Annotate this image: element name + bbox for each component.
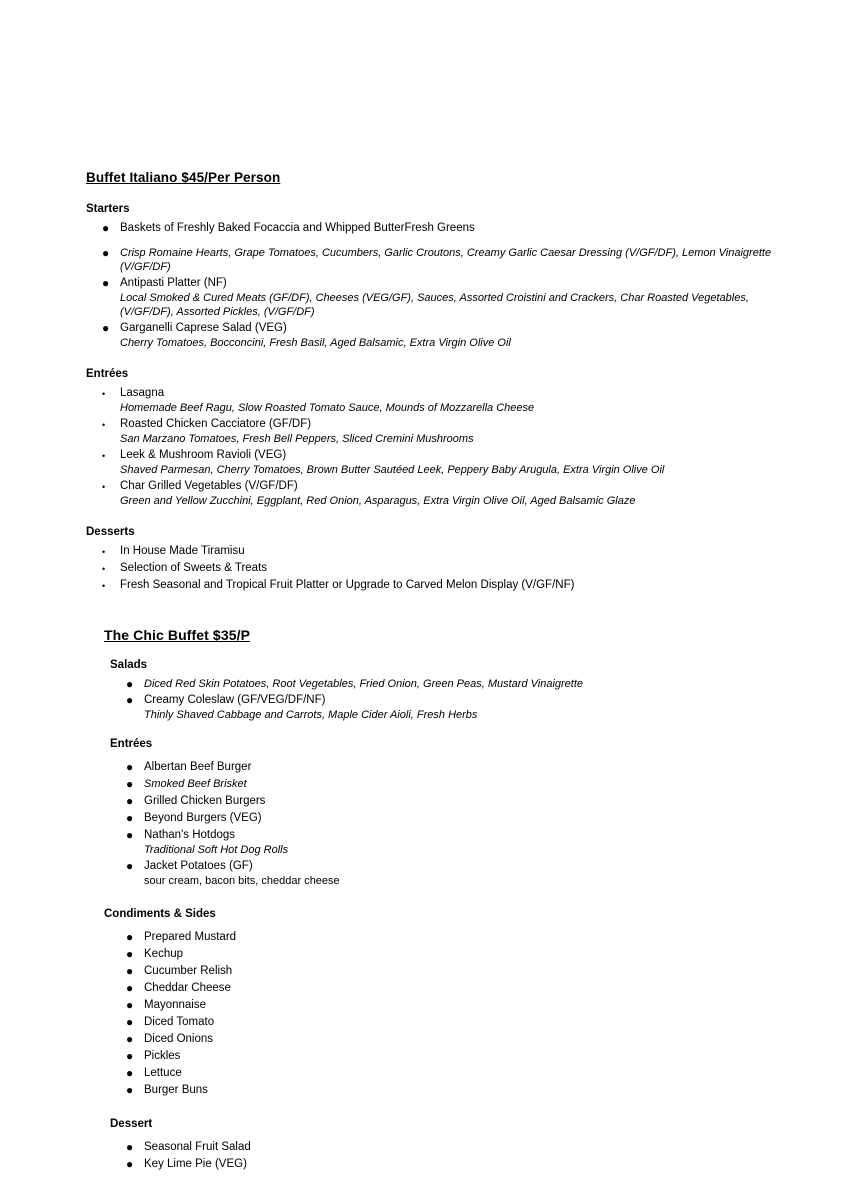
item-name: Key Lime Pie (VEG) bbox=[144, 1158, 247, 1170]
item-name: Roasted Chicken Cacciatore (GF/DF) bbox=[120, 418, 312, 430]
list-item bbox=[86, 221, 778, 236]
bullet-icon: • bbox=[102, 419, 106, 430]
list-item bbox=[110, 693, 778, 722]
item-name: Cucumber Relish bbox=[144, 965, 233, 977]
list-item bbox=[110, 859, 778, 888]
item-name: Albertan Beef Burger bbox=[144, 761, 252, 773]
bullet-icon: ● bbox=[126, 859, 134, 873]
condiments-list bbox=[104, 930, 778, 1098]
item-name: Burger Buns bbox=[144, 1084, 208, 1096]
section-heading-desserts: Desserts bbox=[86, 526, 135, 538]
bullet-icon: ● bbox=[102, 221, 110, 235]
bullet-icon: ● bbox=[126, 947, 134, 961]
item-name: Baskets of Freshly Baked Focaccia and Whipped ButterFresh Greens bbox=[120, 222, 475, 234]
section-heading-entrees-2: Entrées bbox=[110, 738, 153, 750]
item-name: Cheddar Cheese bbox=[144, 982, 231, 994]
item-description: Diced Red Skin Potatoes, Root Vegetables, Fried Onion, Green Peas, Mustard Vinaigrette bbox=[144, 678, 584, 690]
list-item bbox=[86, 544, 778, 559]
list-item bbox=[110, 1157, 778, 1172]
list-item bbox=[86, 276, 778, 319]
bullet-icon: ● bbox=[126, 1157, 134, 1171]
list-item bbox=[110, 998, 778, 1013]
item-name: Garganelli Caprese Salad (VEG) bbox=[120, 322, 287, 334]
page-title-secondary: The Chic Buffet $35/P bbox=[104, 627, 251, 643]
list-item bbox=[110, 1140, 778, 1155]
bullet-icon: ● bbox=[126, 1032, 134, 1046]
list-item bbox=[110, 777, 778, 792]
menu-buffet-italiano bbox=[86, 170, 778, 593]
item-name: In House Made Tiramisu bbox=[120, 545, 245, 557]
bullet-icon: • bbox=[102, 580, 106, 591]
section-heading-entrees: Entrées bbox=[86, 368, 129, 380]
item-description: Homemade Beef Ragu, Slow Roasted Tomato Sauce, Mounds of Mozzarella Cheese bbox=[120, 402, 535, 414]
section-heading-condiments: Condiments & Sides bbox=[104, 908, 216, 920]
entrees-list bbox=[86, 386, 778, 508]
item-description: Shaved Parmesan, Cherry Tomatoes, Brown Butter Sautéed Leek, Peppery Baby Arugula, Extra Virgin Olive Oil bbox=[120, 464, 665, 476]
item-name: Mayonnaise bbox=[144, 999, 207, 1011]
list-item bbox=[110, 828, 778, 857]
list-item bbox=[110, 930, 778, 945]
section-heading-dessert-2: Dessert bbox=[110, 1118, 153, 1130]
item-description: San Marzano Tomatoes, Fresh Bell Peppers, Sliced Cremini Mushrooms bbox=[120, 433, 474, 445]
list-item bbox=[86, 561, 778, 576]
starters-list bbox=[86, 221, 778, 350]
list-item bbox=[110, 811, 778, 826]
section-heading-salads: Salads bbox=[110, 659, 148, 671]
list-item bbox=[86, 479, 778, 508]
bullet-icon: ● bbox=[126, 1140, 134, 1154]
list-item bbox=[110, 981, 778, 996]
list-item bbox=[86, 448, 778, 477]
bullet-icon: ● bbox=[126, 811, 134, 825]
section-heading-starters: Starters bbox=[86, 203, 130, 215]
list-item bbox=[86, 246, 778, 274]
item-name: Char Grilled Vegetables (V/GF/DF) bbox=[120, 480, 298, 492]
list-item bbox=[110, 760, 778, 775]
item-name: Antipasti Platter (NF) bbox=[120, 277, 227, 289]
item-description: Crisp Romaine Hearts, Grape Tomatoes, Cucumbers, Garlic Croutons, Creamy Garlic Caesar Dressing (V/GF/DF), Lemon Vinaigrette (V/GF/DF) bbox=[120, 247, 772, 273]
bullet-icon: ● bbox=[126, 1049, 134, 1063]
page-title: Buffet Italiano $45/Per Person bbox=[86, 170, 281, 185]
bullet-icon: ● bbox=[102, 276, 110, 290]
item-description: Thinly Shaved Cabbage and Carrots, Maple Cider Aioli, Fresh Herbs bbox=[144, 709, 478, 721]
list-item bbox=[86, 417, 778, 446]
list-item bbox=[110, 1015, 778, 1030]
list-item bbox=[110, 964, 778, 979]
list-item bbox=[110, 1066, 778, 1081]
bullet-icon: ● bbox=[126, 794, 134, 808]
list-item bbox=[110, 1049, 778, 1064]
list-item bbox=[110, 677, 778, 691]
item-name: Grilled Chicken Burgers bbox=[144, 795, 266, 807]
bullet-icon: ● bbox=[126, 1066, 134, 1080]
list-item bbox=[86, 578, 778, 593]
item-description: sour cream, bacon bits, cheddar cheese bbox=[144, 875, 340, 887]
dessert-list-2 bbox=[110, 1140, 778, 1172]
bullet-icon: • bbox=[102, 388, 106, 399]
list-item bbox=[86, 321, 778, 350]
list-item bbox=[110, 794, 778, 809]
bullet-icon: • bbox=[102, 481, 106, 492]
bullet-icon: • bbox=[102, 563, 106, 574]
item-name: Kechup bbox=[144, 948, 184, 960]
item-name: Pickles bbox=[144, 1050, 181, 1062]
bullet-icon: ● bbox=[126, 1015, 134, 1029]
bullet-icon: • bbox=[102, 450, 106, 461]
item-name: Diced Onions bbox=[144, 1033, 214, 1045]
item-name: Seasonal Fruit Salad bbox=[144, 1141, 251, 1153]
bullet-icon: • bbox=[102, 546, 106, 557]
bullet-icon: ● bbox=[102, 321, 110, 335]
item-name: Leek & Mushroom Ravioli (VEG) bbox=[120, 449, 287, 461]
list-item bbox=[110, 947, 778, 962]
entrees-list-2 bbox=[110, 760, 778, 888]
bullet-icon: ● bbox=[126, 981, 134, 995]
desserts-list bbox=[86, 544, 778, 593]
bullet-icon: ● bbox=[126, 998, 134, 1012]
list-item bbox=[86, 386, 778, 415]
item-description: Green and Yellow Zucchini, Eggplant, Red Onion, Asparagus, Extra Virgin Olive Oil, Aged Balsamic Glaze bbox=[120, 495, 636, 507]
bullet-icon: ● bbox=[126, 1083, 134, 1097]
bullet-icon: ● bbox=[126, 777, 134, 791]
bullet-icon: ● bbox=[126, 693, 134, 707]
item-name: Jacket Potatoes (GF) bbox=[144, 860, 253, 872]
item-name: Lasagna bbox=[120, 387, 165, 399]
item-name: Diced Tomato bbox=[144, 1016, 215, 1028]
item-name: Fresh Seasonal and Tropical Fruit Platter or Upgrade to Carved Melon Display (V/GF/NF) bbox=[120, 579, 575, 591]
item-name: Smoked Beef Brisket bbox=[144, 778, 247, 790]
item-description: Traditional Soft Hot Dog Rolls bbox=[144, 844, 289, 856]
salads-list bbox=[110, 677, 778, 722]
item-name: Creamy Coleslaw (GF/VEG/DF/NF) bbox=[144, 694, 326, 706]
bullet-icon: ● bbox=[126, 677, 134, 691]
item-name: Lettuce bbox=[144, 1067, 182, 1079]
item-name: Nathan's Hotdogs bbox=[144, 829, 236, 841]
item-description: Local Smoked & Cured Meats (GF/DF), Cheeses (VEG/GF), Sauces, Assorted Croistini and Crackers, Char Roasted Vegetables, (V/GF/DF), Assorted Pickles, (V/GF/DF) bbox=[120, 292, 749, 318]
bullet-icon: ● bbox=[126, 760, 134, 774]
bullet-icon: ● bbox=[102, 246, 110, 260]
bullet-icon: ● bbox=[126, 964, 134, 978]
menu-chic-buffet bbox=[86, 627, 778, 1172]
list-item bbox=[110, 1032, 778, 1047]
list-item bbox=[110, 1083, 778, 1098]
item-description: Cherry Tomatoes, Bocconcini, Fresh Basil, Aged Balsamic, Extra Virgin Olive Oil bbox=[120, 337, 511, 349]
item-name: Beyond Burgers (VEG) bbox=[144, 812, 262, 824]
item-name: Prepared Mustard bbox=[144, 931, 237, 943]
item-name: Selection of Sweets & Treats bbox=[120, 562, 268, 574]
bullet-icon: ● bbox=[126, 930, 134, 944]
bullet-icon: ● bbox=[126, 828, 134, 842]
